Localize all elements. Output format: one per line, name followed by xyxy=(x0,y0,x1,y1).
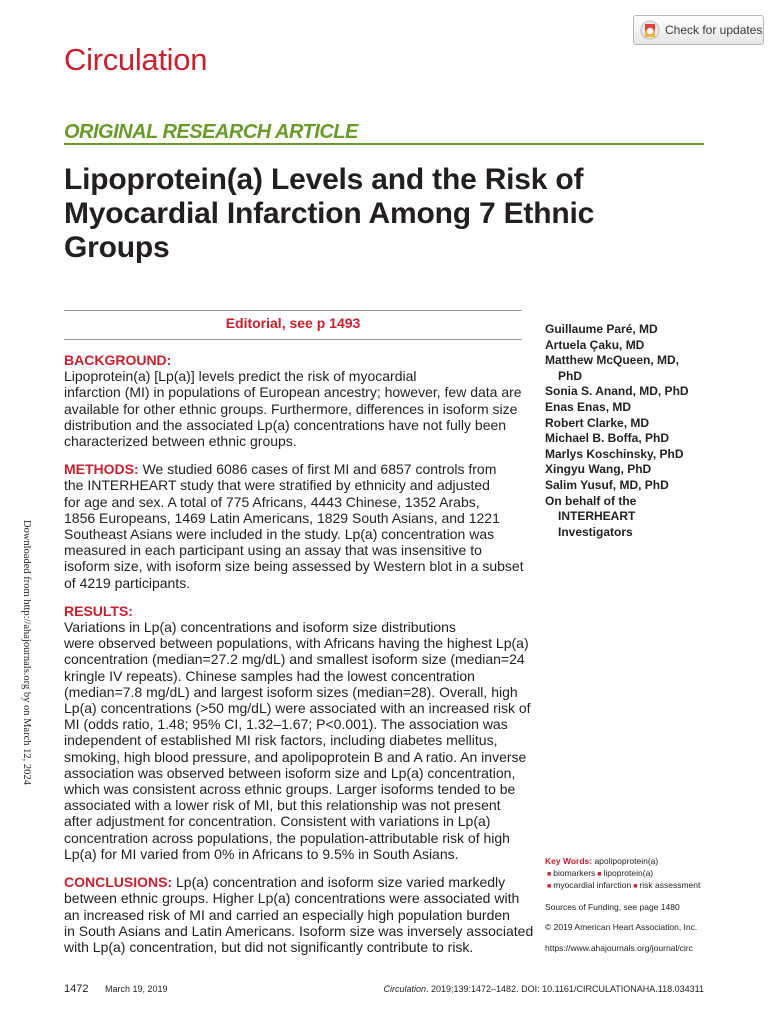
issue-date: March 19, 2019 xyxy=(105,984,168,994)
article-type: ORIGINAL RESEARCH ARTICLE xyxy=(64,121,358,143)
abstract-line: infarction (MI) in populations of European ancestry; however, few data are xyxy=(64,384,522,401)
author-name-line: Michael B. Boffa, PhD xyxy=(545,431,670,446)
keyword: apolipoprotein(a) xyxy=(594,856,659,866)
author-name-line: INTERHEART xyxy=(558,509,636,524)
keyword: risk assessment xyxy=(639,880,701,890)
abstract-conclusions xyxy=(64,874,534,955)
article-title: Lipoprotein(a) Levels and the Risk of Myocardial Infarction Among 7 Ethnic Groups xyxy=(64,163,595,264)
abstract-line: Lipoprotein(a) [Lp(a)] levels predict the risk of myocardial xyxy=(64,368,417,385)
author-name-line: On behalf of the xyxy=(545,493,637,508)
check-for-updates-label: Check for updates xyxy=(665,23,763,37)
author-name-line: Xingyu Wang, PhD xyxy=(545,462,652,477)
abstract-line: concentration across populations, the population-attributable risk of high xyxy=(64,829,510,846)
abstract-line: between ethnic groups. Higher Lp(a) concentrations were associated with xyxy=(64,890,520,907)
author-name-line: Guillaume Paré, MD xyxy=(545,322,658,336)
abstract-results xyxy=(64,602,531,862)
journal-name: Circulation xyxy=(64,42,208,77)
author xyxy=(545,462,745,478)
author xyxy=(545,400,745,416)
author-name-line: Robert Clarke, MD xyxy=(545,415,650,430)
abstract-line: available for other ethnic groups. Furthermore, differences in isoform size xyxy=(64,400,518,417)
citation xyxy=(383,984,704,994)
abstract-line: in South Asians and Latin Americans. Isoform size was inversely associated xyxy=(64,922,534,939)
author xyxy=(545,338,745,354)
author xyxy=(545,447,745,463)
author-name-line: Salim Yusuf, MD, PhD xyxy=(545,477,669,492)
abstract-line: after adjustment for concentration. Consistent with variations in Lp(a) xyxy=(64,813,491,830)
author-name-line: Investigators xyxy=(558,524,633,539)
author xyxy=(545,353,745,384)
author-name-line: Artuela Çaku, MD xyxy=(545,337,645,352)
editorial-rule-top xyxy=(64,310,522,311)
abstract-line: We studied 6086 cases of first MI and 6857 controls from xyxy=(142,461,497,478)
abstract-line: Lp(a) concentrations (>50 mg/dL) were associated with an increased risk of xyxy=(64,700,531,717)
abstract-line: concentration (median=27.2 mg/dL) and smallest isoform size (median=24 xyxy=(64,651,525,668)
keyword-separator-icon: ■ xyxy=(547,870,552,878)
abstract-line: 1856 Europeans, 1469 Latin Americans, 1829 South Asians, and 1221 xyxy=(64,509,500,526)
abstract-line: with Lp(a) concentration, but did not significantly contribute to risk. xyxy=(64,938,474,955)
abstract-line: the INTERHEART study that were stratified by ethnicity and adjusted xyxy=(64,477,490,494)
abstract-line: isoform size, with isoform size being assessed by Western blot in a subset xyxy=(64,558,524,575)
abstract-line: of 4219 participants. xyxy=(64,574,191,591)
author xyxy=(545,494,745,541)
check-for-updates-button[interactable] xyxy=(633,15,764,45)
abstract-line: kringle IV repeats). Chinese samples had the lowest concentration xyxy=(64,667,475,684)
keyword-separator-icon: ■ xyxy=(633,883,638,890)
citation-journal: Circulation xyxy=(383,984,426,994)
abstract-line: smoking, high blood pressure, and apolipoprotein B and A ratio. An inverse xyxy=(64,748,527,765)
abstract-line: Southeast Asians were included in the study. Lp(a) concentration was xyxy=(64,526,495,543)
abstract-line: independent of established MI risk factors, including diabetes mellitus, xyxy=(64,732,498,749)
author xyxy=(545,416,745,432)
keyword-separator-icon: ■ xyxy=(547,883,552,890)
abstract-line: measured in each participant using an assay that was insensitive to xyxy=(64,542,482,559)
abstract-background-head: BACKGROUND: xyxy=(64,352,172,368)
crossmark-icon xyxy=(640,20,660,40)
keywords xyxy=(545,856,760,893)
abstract-line: MI (odds ratio, 1.48; 95% CI, 1.32–1.67; P<0.001). The association was xyxy=(64,716,508,733)
abstract-background xyxy=(64,352,524,449)
abstract-line: Lp(a) for MI varied from 0% in Africans to 9.5% in South Asians. xyxy=(64,845,459,862)
editorial-link[interactable]: Editorial, see p 1493 xyxy=(225,315,361,331)
abstract-line: Variations in Lp(a) concentrations and isoform size distributions xyxy=(64,619,456,636)
abstract xyxy=(64,352,534,967)
author-name-line: Matthew McQueen, MD, xyxy=(545,353,680,368)
author xyxy=(545,478,745,494)
abstract-line: associated with a lower risk of MI, but this relationship was not present xyxy=(64,797,501,814)
abstract-conclusions-head: CONCLUSIONS: xyxy=(64,874,173,891)
download-watermark: Downloaded from http://ahajournals.org by on March 12, 2024 xyxy=(21,520,32,785)
page-number: 1472 xyxy=(64,983,89,995)
journal-url[interactable]: https://www.ahajournals.org/journal/circ xyxy=(545,942,693,953)
abstract-line: association was observed between isoform size and Lp(a) concentration, xyxy=(64,764,516,781)
citation-details: . 2019;139:1472–1482. DOI: 10.1161/CIRCULATIONAHA.118.034311 xyxy=(425,984,704,994)
keyword: biomarkers xyxy=(553,867,596,878)
abstract-line: were observed between populations, with Africans having the highest Lp(a) xyxy=(64,635,529,652)
abstract-line: distribution and the associated Lp(a) concentrations have not fully been xyxy=(64,416,507,433)
abstract-results-head: RESULTS: xyxy=(64,602,133,619)
abstract-line: an increased risk of MI and carried an especially high population burden xyxy=(64,906,510,923)
abstract-line: (median=7.8 mg/dL) and largest isoform sizes (median=28). Overall, high xyxy=(64,683,518,700)
author-name-line: PhD xyxy=(558,368,582,383)
abstract-line: which was consistent across ethnic groups. Larger isoforms tended to be xyxy=(64,781,516,798)
article-type-rule xyxy=(64,143,704,145)
page-footer xyxy=(64,983,704,995)
funding-note: Sources of Funding, see page 1480 xyxy=(545,901,680,912)
abstract-line: for age and sex. A total of 775 Africans, 4443 Chinese, 1352 Arabs, xyxy=(64,493,480,510)
author-name-line: Marlys Koschinsky, PhD xyxy=(545,446,684,461)
copyright-note: © 2019 American Heart Association, Inc. xyxy=(545,922,698,932)
author xyxy=(545,384,745,400)
keyword-separator-icon: ■ xyxy=(597,870,602,878)
abstract-line: Lp(a) concentration and isoform size varied markedly xyxy=(176,874,506,891)
author-list xyxy=(545,322,745,540)
keyword: lipoprotein(a) xyxy=(603,867,654,878)
author-name-line: Sonia S. Anand, MD, PhD xyxy=(545,384,689,399)
author xyxy=(545,322,745,338)
keyword: myocardial infarction xyxy=(553,880,632,890)
abstract-line: characterized between ethnic groups. xyxy=(64,433,297,450)
abstract-methods xyxy=(64,461,524,591)
abstract-methods-head: METHODS: xyxy=(64,461,139,478)
side-notes xyxy=(545,856,760,954)
author-name-line: Enas Enas, MD xyxy=(545,399,632,414)
author xyxy=(545,431,745,447)
keywords-head: Key Words: xyxy=(545,856,593,866)
editorial-rule-bottom xyxy=(64,339,522,340)
